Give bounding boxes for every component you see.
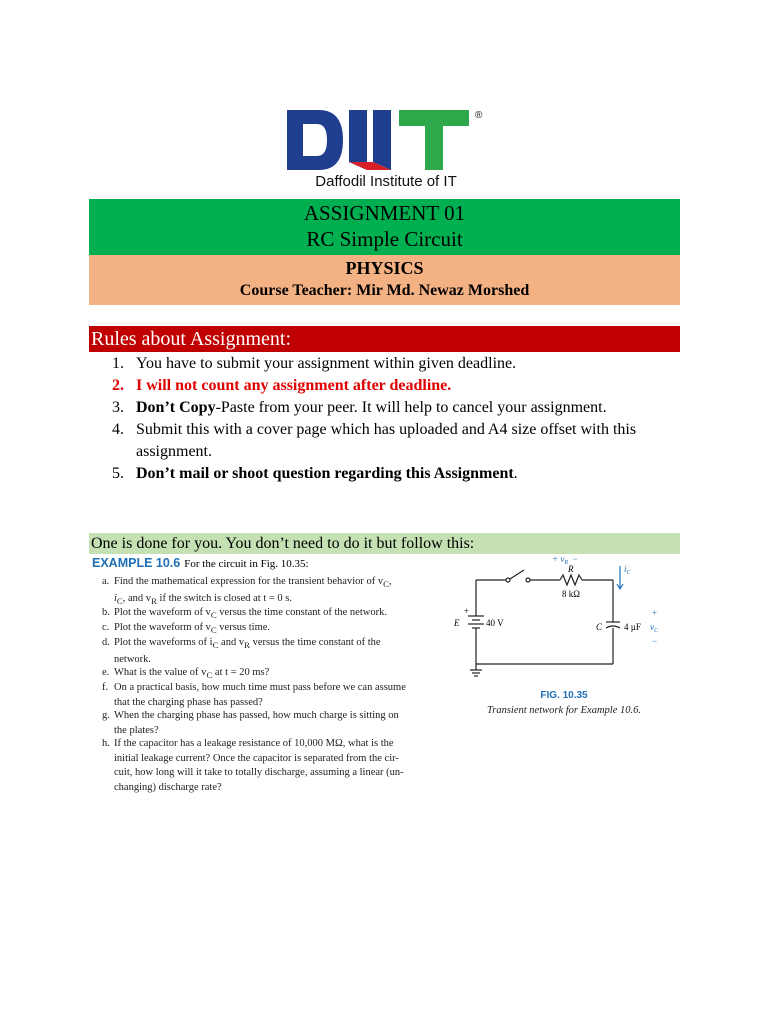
rule-item: 3. Don’t Copy-Paste from your peer. It will help to cancel your assignment. bbox=[112, 399, 607, 416]
example-heading bbox=[92, 556, 309, 570]
question-a: a. Find the mathematical expression for the transient behavior of $v_C$, $i_C$, and $v_R$ if the switch is closed at t = 0 s. bbox=[102, 576, 392, 606]
topic-title: RC Simple Circuit bbox=[306, 227, 463, 251]
rules-heading: Rules about Assignment: bbox=[89, 326, 680, 352]
question-d: d. Plot the waveforms of $i_C$ and $v_R$ versus the time constant of the network. bbox=[102, 637, 381, 665]
svg-text:C: C bbox=[596, 622, 603, 632]
title-band bbox=[89, 199, 680, 255]
registered-mark: ® bbox=[475, 110, 483, 121]
course-teacher: Course Teacher: Mir Md. Newaz Morshed bbox=[239, 282, 530, 299]
svg-text:4 µF: 4 µF bbox=[624, 622, 641, 632]
question-h: h. If the capacitor has a leakage resistance of 10,000 MΩ, what is the initial leakage current? Once the capacitor is separated from the cir- cuit, how long will it take to totally discharge, assuming a linear (un- changing) discharge rate? bbox=[102, 738, 404, 793]
course-band bbox=[89, 255, 680, 305]
svg-text:R: R bbox=[568, 564, 574, 574]
rule-item: 4. Submit this with a cover page which has uploaded and A4 size offset with this bbox=[112, 421, 637, 438]
figure-label: FIG. 10.35 bbox=[540, 690, 588, 701]
svg-text:E: E bbox=[454, 618, 460, 628]
example-label: EXAMPLE 10.6 bbox=[92, 556, 181, 570]
figure-caption: Transient network for Example 10.6. bbox=[487, 705, 641, 716]
question-g: g. When the charging phase has passed, how much charge is sitting on the plates? bbox=[102, 710, 399, 736]
svg-text:8 kΩ: 8 kΩ bbox=[562, 589, 580, 599]
rc-circuit-diagram bbox=[448, 552, 678, 692]
svg-text:+ vR−: + $v_R$ − bbox=[552, 554, 579, 566]
rule-item: 1. You have to submit your assignment within given deadline. bbox=[112, 355, 517, 372]
question-f: f. On a practical basis, how much time must pass before we can assume that the charging phase has passed? bbox=[102, 682, 406, 708]
svg-text:iC: $i_C$ bbox=[624, 564, 631, 576]
assignment-title: ASSIGNMENT 01 bbox=[303, 201, 466, 225]
example-intro: For the circuit in Fig. 10.35: bbox=[184, 558, 309, 570]
svg-text:+: + bbox=[464, 606, 470, 616]
svg-text:+: + bbox=[652, 608, 658, 618]
svg-text:−: − bbox=[652, 636, 658, 646]
question-b: b. Plot the waveform of $v_C$ versus the time constant of the network. bbox=[102, 607, 387, 621]
example-banner: One is done for you. You don’t need to do it but follow this: bbox=[89, 533, 680, 554]
logo-subtitle: Daffodil Institute of IT bbox=[315, 173, 457, 190]
rule-item-warning: 2. I will not count any assignment after deadline. bbox=[112, 377, 452, 394]
svg-text:40 V: 40 V bbox=[486, 618, 504, 628]
question-e: e. What is the value of $v_C$ at t = 20 ms? bbox=[102, 667, 270, 681]
rule-item-continued: assignment. bbox=[136, 443, 212, 460]
rule-item: 5. Don’t mail or shoot question regarding this Assignment. bbox=[112, 465, 518, 482]
svg-text:vC: $v_C$ bbox=[650, 622, 659, 634]
subject-title: PHYSICS bbox=[345, 258, 424, 278]
question-c: c. Plot the waveform of $v_C$ versus time. bbox=[102, 622, 271, 636]
